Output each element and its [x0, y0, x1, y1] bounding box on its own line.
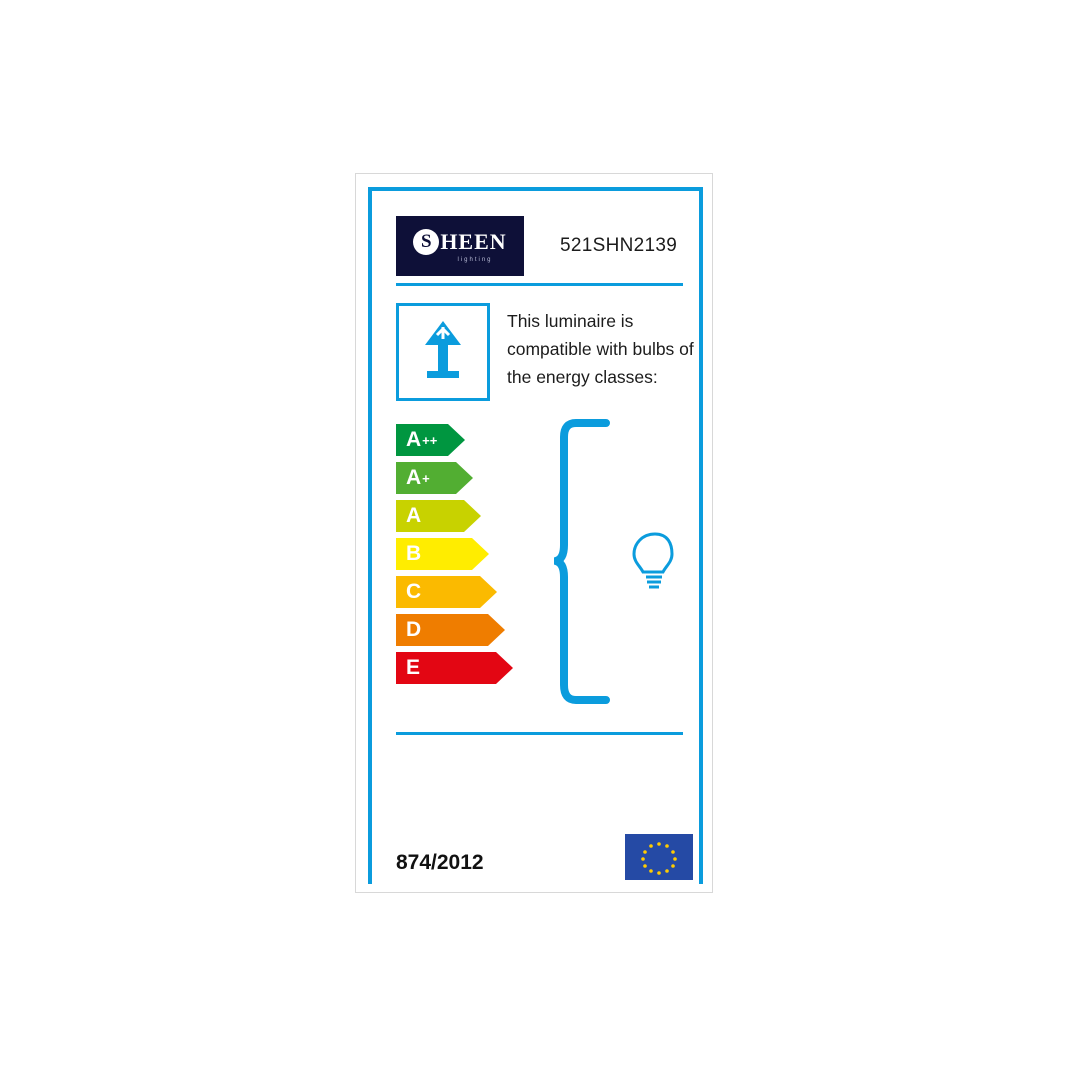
energy-class-arrow: [472, 538, 489, 570]
energy-label-card: [355, 173, 713, 893]
energy-class-arrow: [456, 462, 473, 494]
energy-class-arrow: [448, 424, 465, 456]
energy-class-row: [396, 500, 536, 532]
brand-name: HEEN: [440, 229, 507, 254]
energy-class-bar: [396, 500, 464, 532]
energy-class-arrow: [480, 576, 497, 608]
brand-logo: [396, 216, 524, 276]
energy-class-bar: [396, 576, 480, 608]
energy-class-letter: C: [406, 580, 422, 603]
header-divider: [396, 283, 683, 286]
energy-class-letter: B: [406, 542, 422, 565]
energy-class-plus: +: [422, 470, 430, 486]
table-lamp-icon: [417, 317, 469, 388]
energy-class-arrow: [464, 500, 481, 532]
european-union-flag: [625, 834, 693, 880]
lamp-icon-box: [396, 303, 490, 401]
energy-class-bar: [396, 652, 496, 684]
brand-initial: S: [413, 229, 439, 255]
energy-class-row: [396, 462, 536, 494]
compatibility-text: This luminaire is compatible with bulbs of the energy classes:: [507, 311, 694, 387]
energy-label-frame: [368, 187, 703, 884]
energy-class-plus: ++: [422, 432, 438, 448]
energy-class-arrow: [488, 614, 505, 646]
brand-tagline: lighting: [457, 257, 493, 263]
energy-class-row: [396, 424, 536, 456]
bottom-divider: [396, 732, 683, 735]
brace-bracket: [554, 419, 614, 704]
energy-class-letter: E: [406, 656, 421, 679]
model-code: 521SHN2139: [560, 235, 678, 256]
energy-class-arrow: [496, 652, 513, 684]
energy-class-row: [396, 652, 536, 684]
energy-class-letter: A: [406, 504, 422, 527]
energy-class-letter: A: [406, 428, 422, 451]
energy-class-bar: [396, 424, 448, 456]
energy-class-row: [396, 614, 536, 646]
energy-class-list: [396, 424, 536, 690]
light-bulb-icon: [625, 529, 685, 591]
brand-logo-row: [413, 229, 506, 255]
regulation-number: 874/2012: [396, 851, 484, 874]
energy-class-row: [396, 538, 536, 570]
energy-class-letter: A: [406, 466, 422, 489]
energy-class-bar: [396, 614, 488, 646]
energy-class-bar: [396, 538, 472, 570]
energy-class-letter: D: [406, 618, 422, 641]
label-header: [372, 191, 699, 284]
energy-class-row: [396, 576, 536, 608]
energy-class-bar: [396, 462, 456, 494]
